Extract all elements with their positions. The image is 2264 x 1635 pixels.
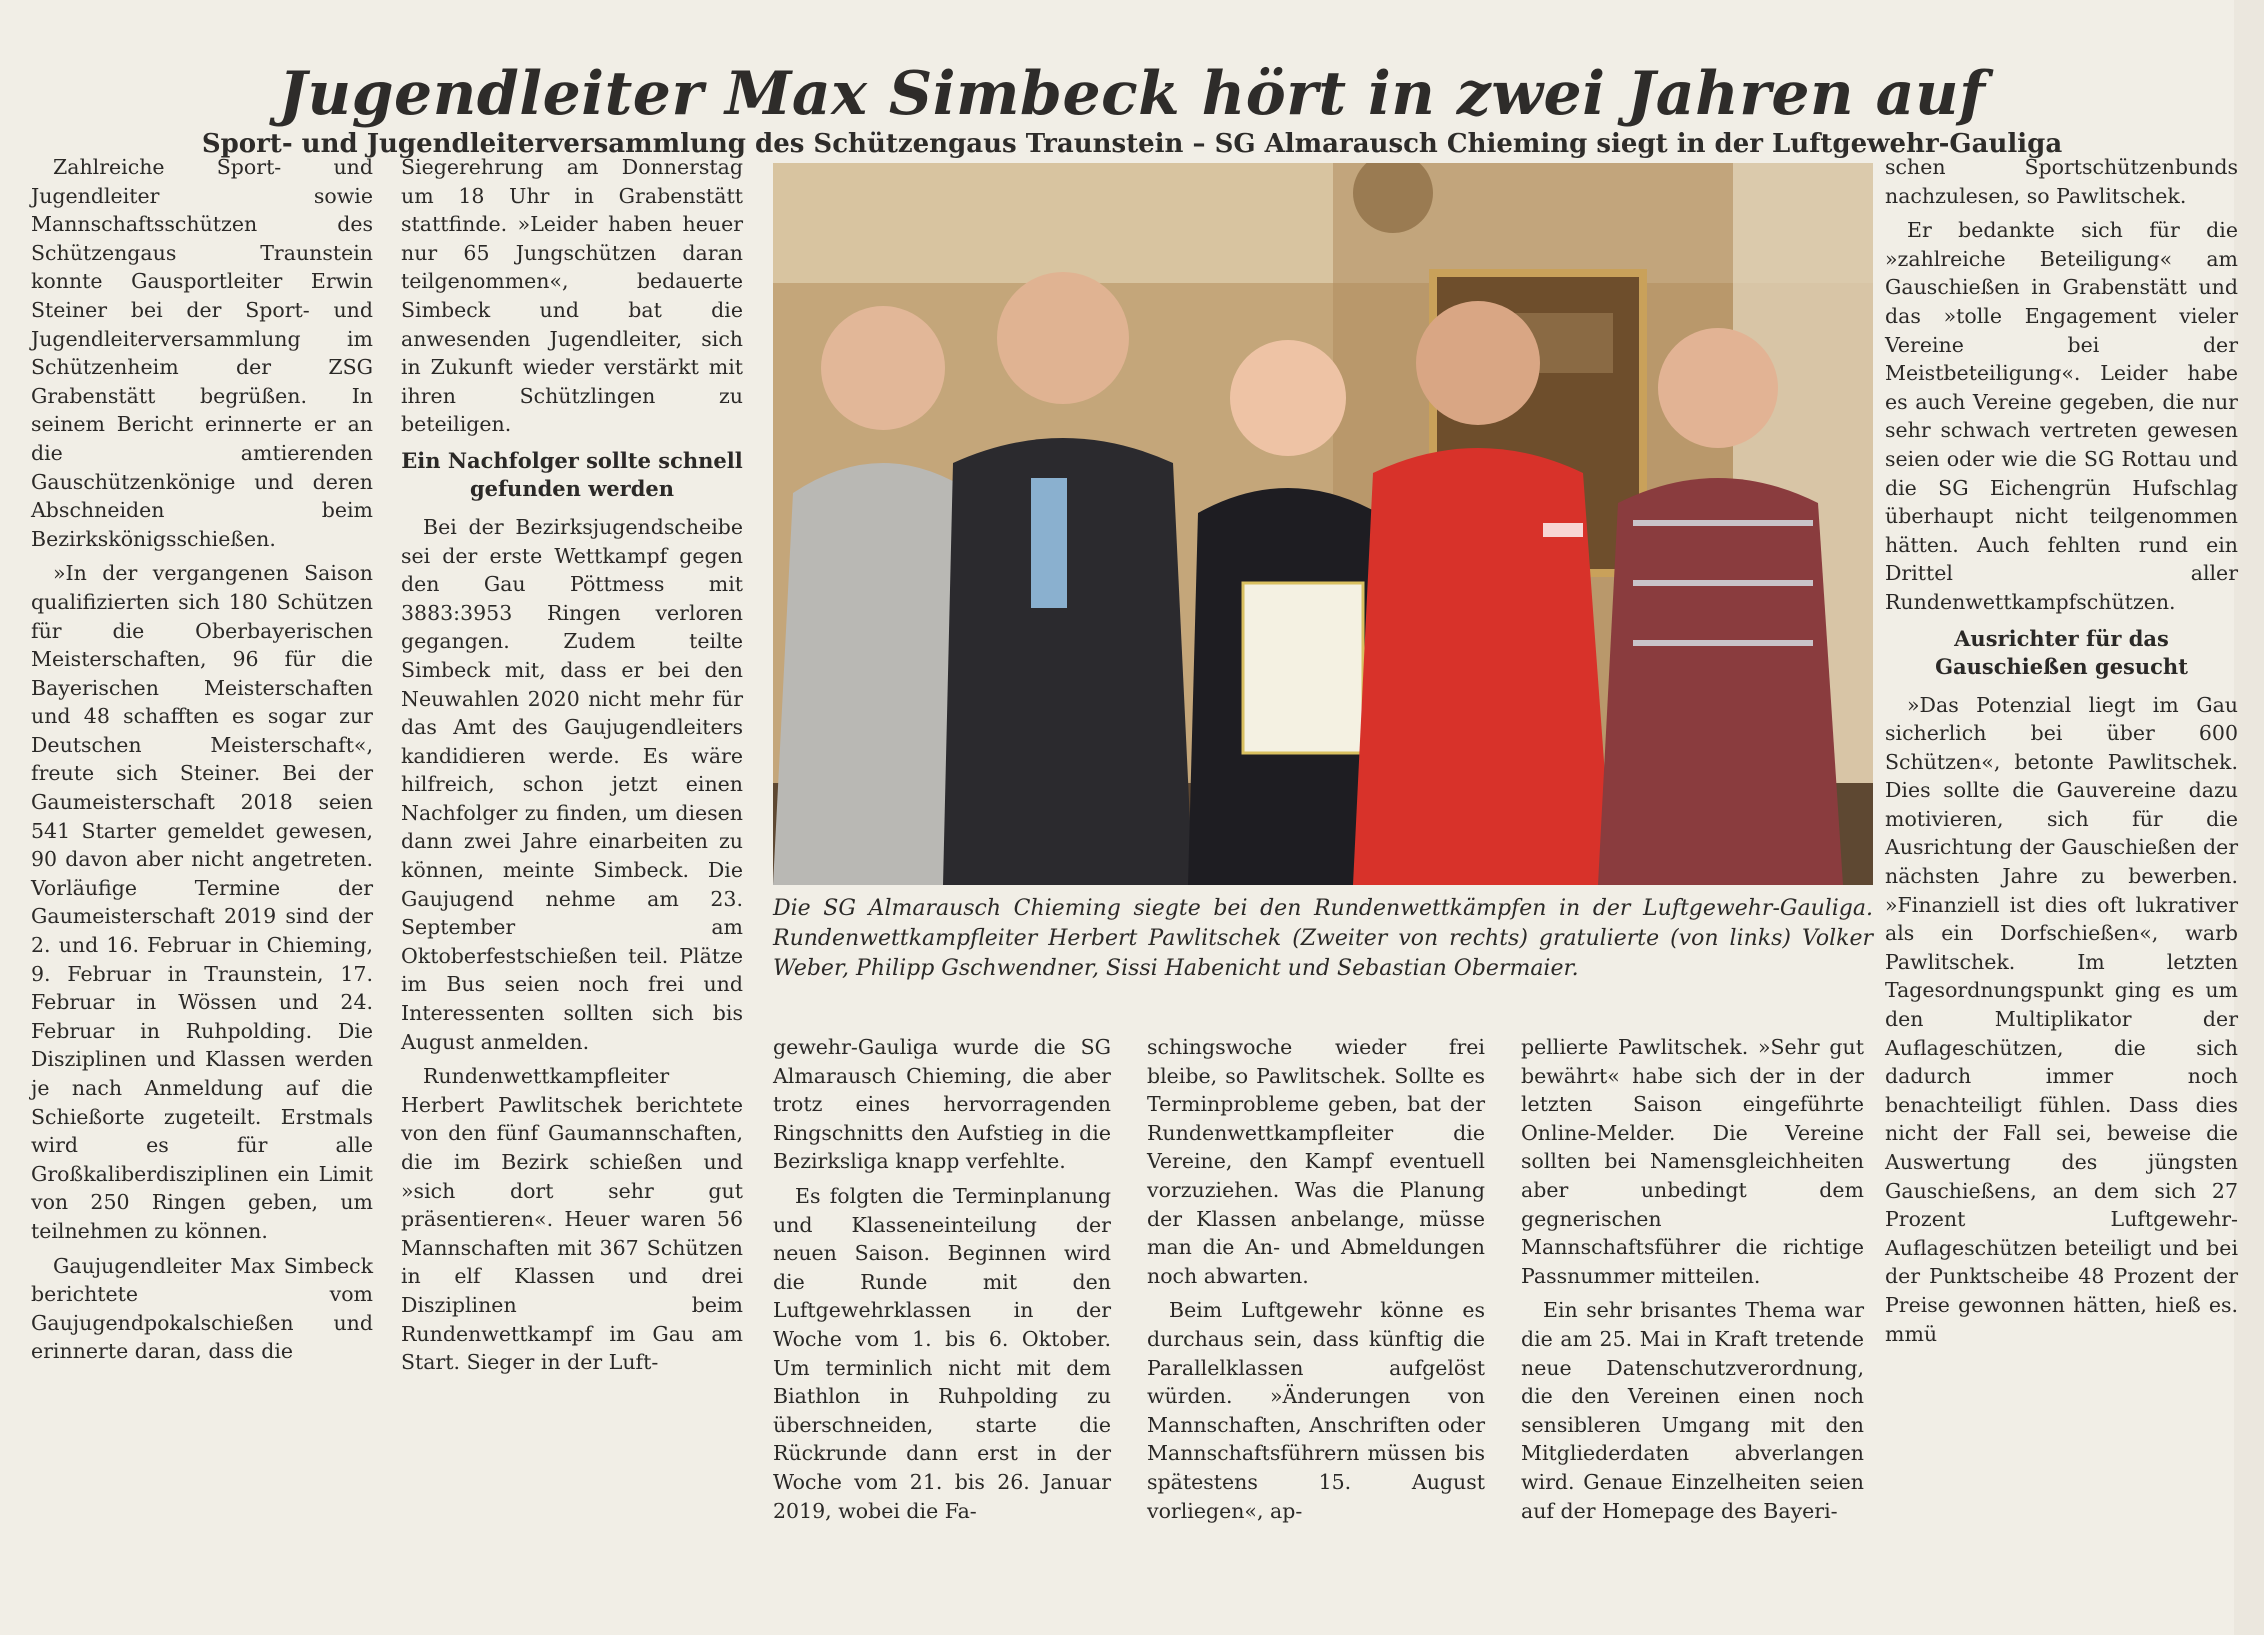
- col6-para-text: »Das Potenzial liegt im Gau sicherlich bei über 600 Schützen«, betonte Pawlitschek. Dies sollte die Gauvereine dazu motivieren, sich für die Ausrichtung der Gauschießen der nächsten Jahre zu bewerben. »Finanziell ist dies oft lukrativer als ein Dorfschießen«, warb Pawlitschek. Im letzten Tagesordnungspunkt ging es um den Multiplikator der Auflageschützen, die sich dadurch immer noch benachteiligt fühlen. Dass dies nicht der Fall sei, beweise die Auswertung des jüngsten Gauschießens, an dem sich 27 Prozent Luftgewehr-Auflageschützen beteiligt und bei der Punktscheibe 48 Prozent der Preise gewonnen hätten, hieß es.: [1885, 692, 2238, 1317]
- col1-para: Gaujugendleiter Max Simbeck berichtete vom Gaujugendpokalschießen und erinnerte daran, dass die: [31, 1253, 373, 1364]
- adjacent-page-edge: [2234, 0, 2264, 1635]
- col6-para: Er bedankte sich für die »zahlreiche Beteiligung« am Gauschießen in Grabenstätt und das »tolle Engagement vieler Vereine bei der Meistbeteiligung«. Leider habe es auch Vereine gegeben, die nur sehr schwach vertreten gewesen seien oder wie die SG Rottau und die SG Eichengrün Hufschlag überhaupt nicht teilgenommen hätten. Auch fehlten rund ein Drittel aller Rundenwettkampfschützen.: [1885, 218, 2238, 614]
- col2-para: Siegerehrung am Donnerstag um 18 Uhr in Grabenstätt stattfinde. »Leider haben heuer nur 65 Jungschützen daran teilgenommen«, bedauerte Simbeck und bat die anwesenden Jugendleiter, sich in Zukunft wieder verstärkt mit ihren Schützlingen zu beteiligen.: [401, 155, 743, 437]
- subheadline: Sport- und Jugendleiterversammlung des Schützengaus Traunstein – SG Almarausch Chieming siegt in der Luftgewehr-Gauliga: [201, 128, 2063, 159]
- col5-para: pellierte Pawlitschek. »Sehr gut bewährt« habe sich der in der letzten Saison eingeführte Online-Melder. Die Vereine sollten bei Namensgleichheiten aber unbedingt dem gegnerischen Mannschaftsführer die richtige Passnummer mitteilen.: [1521, 1035, 1864, 1288]
- col4-para: schingswoche wieder frei bleibe, so Pawlitschek. Sollte es Terminprobleme geben, bat der Rundenwettkampfleiter die Vereine, den Kampf eventuell vorzuziehen. Was die Planung der Klassen anbelange, müsse man die An- und Abmeldungen noch abwarten.: [1147, 1035, 1485, 1288]
- column-6: [1885, 153, 2238, 1354]
- col2-para: Rundenwettkampfleiter Herbert Pawlitschek berichtete von den fünf Gaumannschaften, die im Bezirk schießen und »sich dort sehr gut präsentieren«. Heuer waren 56 Mannschaften mit 367 Schützen in elf Klassen und drei Disziplinen beim Rundenwettkampf im Gau am Start. Sieger in der Luft-: [401, 1064, 743, 1375]
- col4-para: Beim Luftgewehr könne es durchaus sein, dass künftig die Parallelklassen aufgelöst würden. »Änderungen von Mannschaften, Anschriften oder Mannschaftsführern müssen bis spätestens 15. August vorliegen«, ap-: [1147, 1298, 1485, 1523]
- col2-para: Bei der Bezirksjugendscheibe sei der erste Wettkampf gegen den Gau Pöttmess mit 3883:3953 Ringen verloren gegangen. Zudem teilte Simbeck mit, dass er bei den Neuwahlen 2020 nicht mehr für das Amt des Gaujugendleiters kandidieren werde. Es wäre hilfreich, schon jetzt einen Nachfolger zu finden, um diesen dann zwei Jahre einarbeiten zu können, meinte Simbeck. Die Gaujugend nehme am 23. September am Oktoberfestschießen teil. Plätze im Bus seien noch frei und Interessenten sollten sich bis August anmelden.: [401, 514, 743, 1054]
- column-1: [31, 153, 373, 1372]
- column-5: [1521, 1033, 1864, 1531]
- column-2: [401, 153, 743, 1383]
- headline: Jugendleiter Max Simbeck hört in zwei Jahren auf: [278, 59, 1986, 130]
- col3-para: Es folgten die Terminplanung und Klasseneinteilung der neuen Saison. Beginnen wird die Runde mit den Luftgewehrklassen in der Woche vom 1. bis 6. Oktober. Um terminlich nicht mit dem Biathlon in Ruhpolding zu überschneiden, starte die Rückrunde dann erst in der Woche vom 21. bis 26. Januar 2019, wobei die Fa-: [773, 1183, 1111, 1523]
- col1-para: Zahlreiche Sport- und Jugendleiter sowie Mannschaftsschützen des Schützengaus Traunstein konnte Gausportleiter Erwin Steiner bei der Sport- und Jugendleiterversammlung im Schützenheim der ZSG Grabenstätt begrüßen. In seinem Bericht erinnerte er an die amtierenden Gauschützenkönige und deren Abschneiden beim Bezirkskönigsschießen.: [31, 155, 373, 551]
- group-photo-illustration: [773, 163, 1873, 885]
- column-3: [773, 1033, 1111, 1531]
- col1-para: »In der vergangenen Saison qualifizierten sich 180 Schützen für die Oberbayerischen Meisterschaften, 96 für die Bayerischen Meisterschaften und 48 schafften es sogar zur Deutschen Meisterschaft«, freute sich Steiner. Bei der Gaumeisterschaft 2018 seien 541 Starter gemeldet gewesen, 90 davon aber nicht angetreten. Vorläufige Termine der Gaumeisterschaft 2019 sind der 2. und 16. Februar in Chieming, 9. Februar in Traunstein, 17. Februar in Wössen und 24. Februar in Ruhpolding. Die Disziplinen und Klassen werden je nach Anmeldung auf die Schießorte zugeteilt. Erstmals wird es für alle Großkaliberdisziplinen ein Limit von 250 Ringen geben, um teilnehmen zu können.: [31, 561, 373, 1243]
- col6-para: [1885, 691, 2238, 1349]
- photo-caption: Die SG Almarausch Chieming siegte bei den Rundenwettkämpfen in der Luftgewehr-Gauliga. Rundenwettkampfleiter Herbert Pawlitschek (Zweiter von rechts) gratulierte (von links) Volker Weber, Philipp Gschwendner, Sissi Habenicht und Sebastian Obermaier.: [773, 896, 1873, 981]
- col5-para: Ein sehr brisantes Thema war die am 25. Mai in Kraft tretende neue Datenschutzverordnung, die den Vereinen einen noch sensibleren Umgang mit den Mitgliederdaten abverlangen wird. Genaue Einzelheiten seien auf der Homepage des Bayeri-: [1521, 1298, 1864, 1523]
- section-heading-successor: Ein Nachfolger sollte schnell gefunden werden: [401, 447, 743, 501]
- section-heading-organizer: Ausrichter für das Gauschießen gesucht: [1935, 625, 2188, 679]
- author-signature: mmü: [1885, 1321, 1938, 1346]
- col6-para: schen Sportschützenbunds nachzulesen, so Pawlitschek.: [1885, 155, 2238, 208]
- column-4: [1147, 1033, 1485, 1531]
- group-photo: [773, 163, 1873, 885]
- col3-para: gewehr-Gauliga wurde die SG Almarausch Chieming, die aber trotz eines hervorragenden Ringschnitts den Aufstieg in die Bezirksliga knapp verfehlte.: [773, 1035, 1111, 1174]
